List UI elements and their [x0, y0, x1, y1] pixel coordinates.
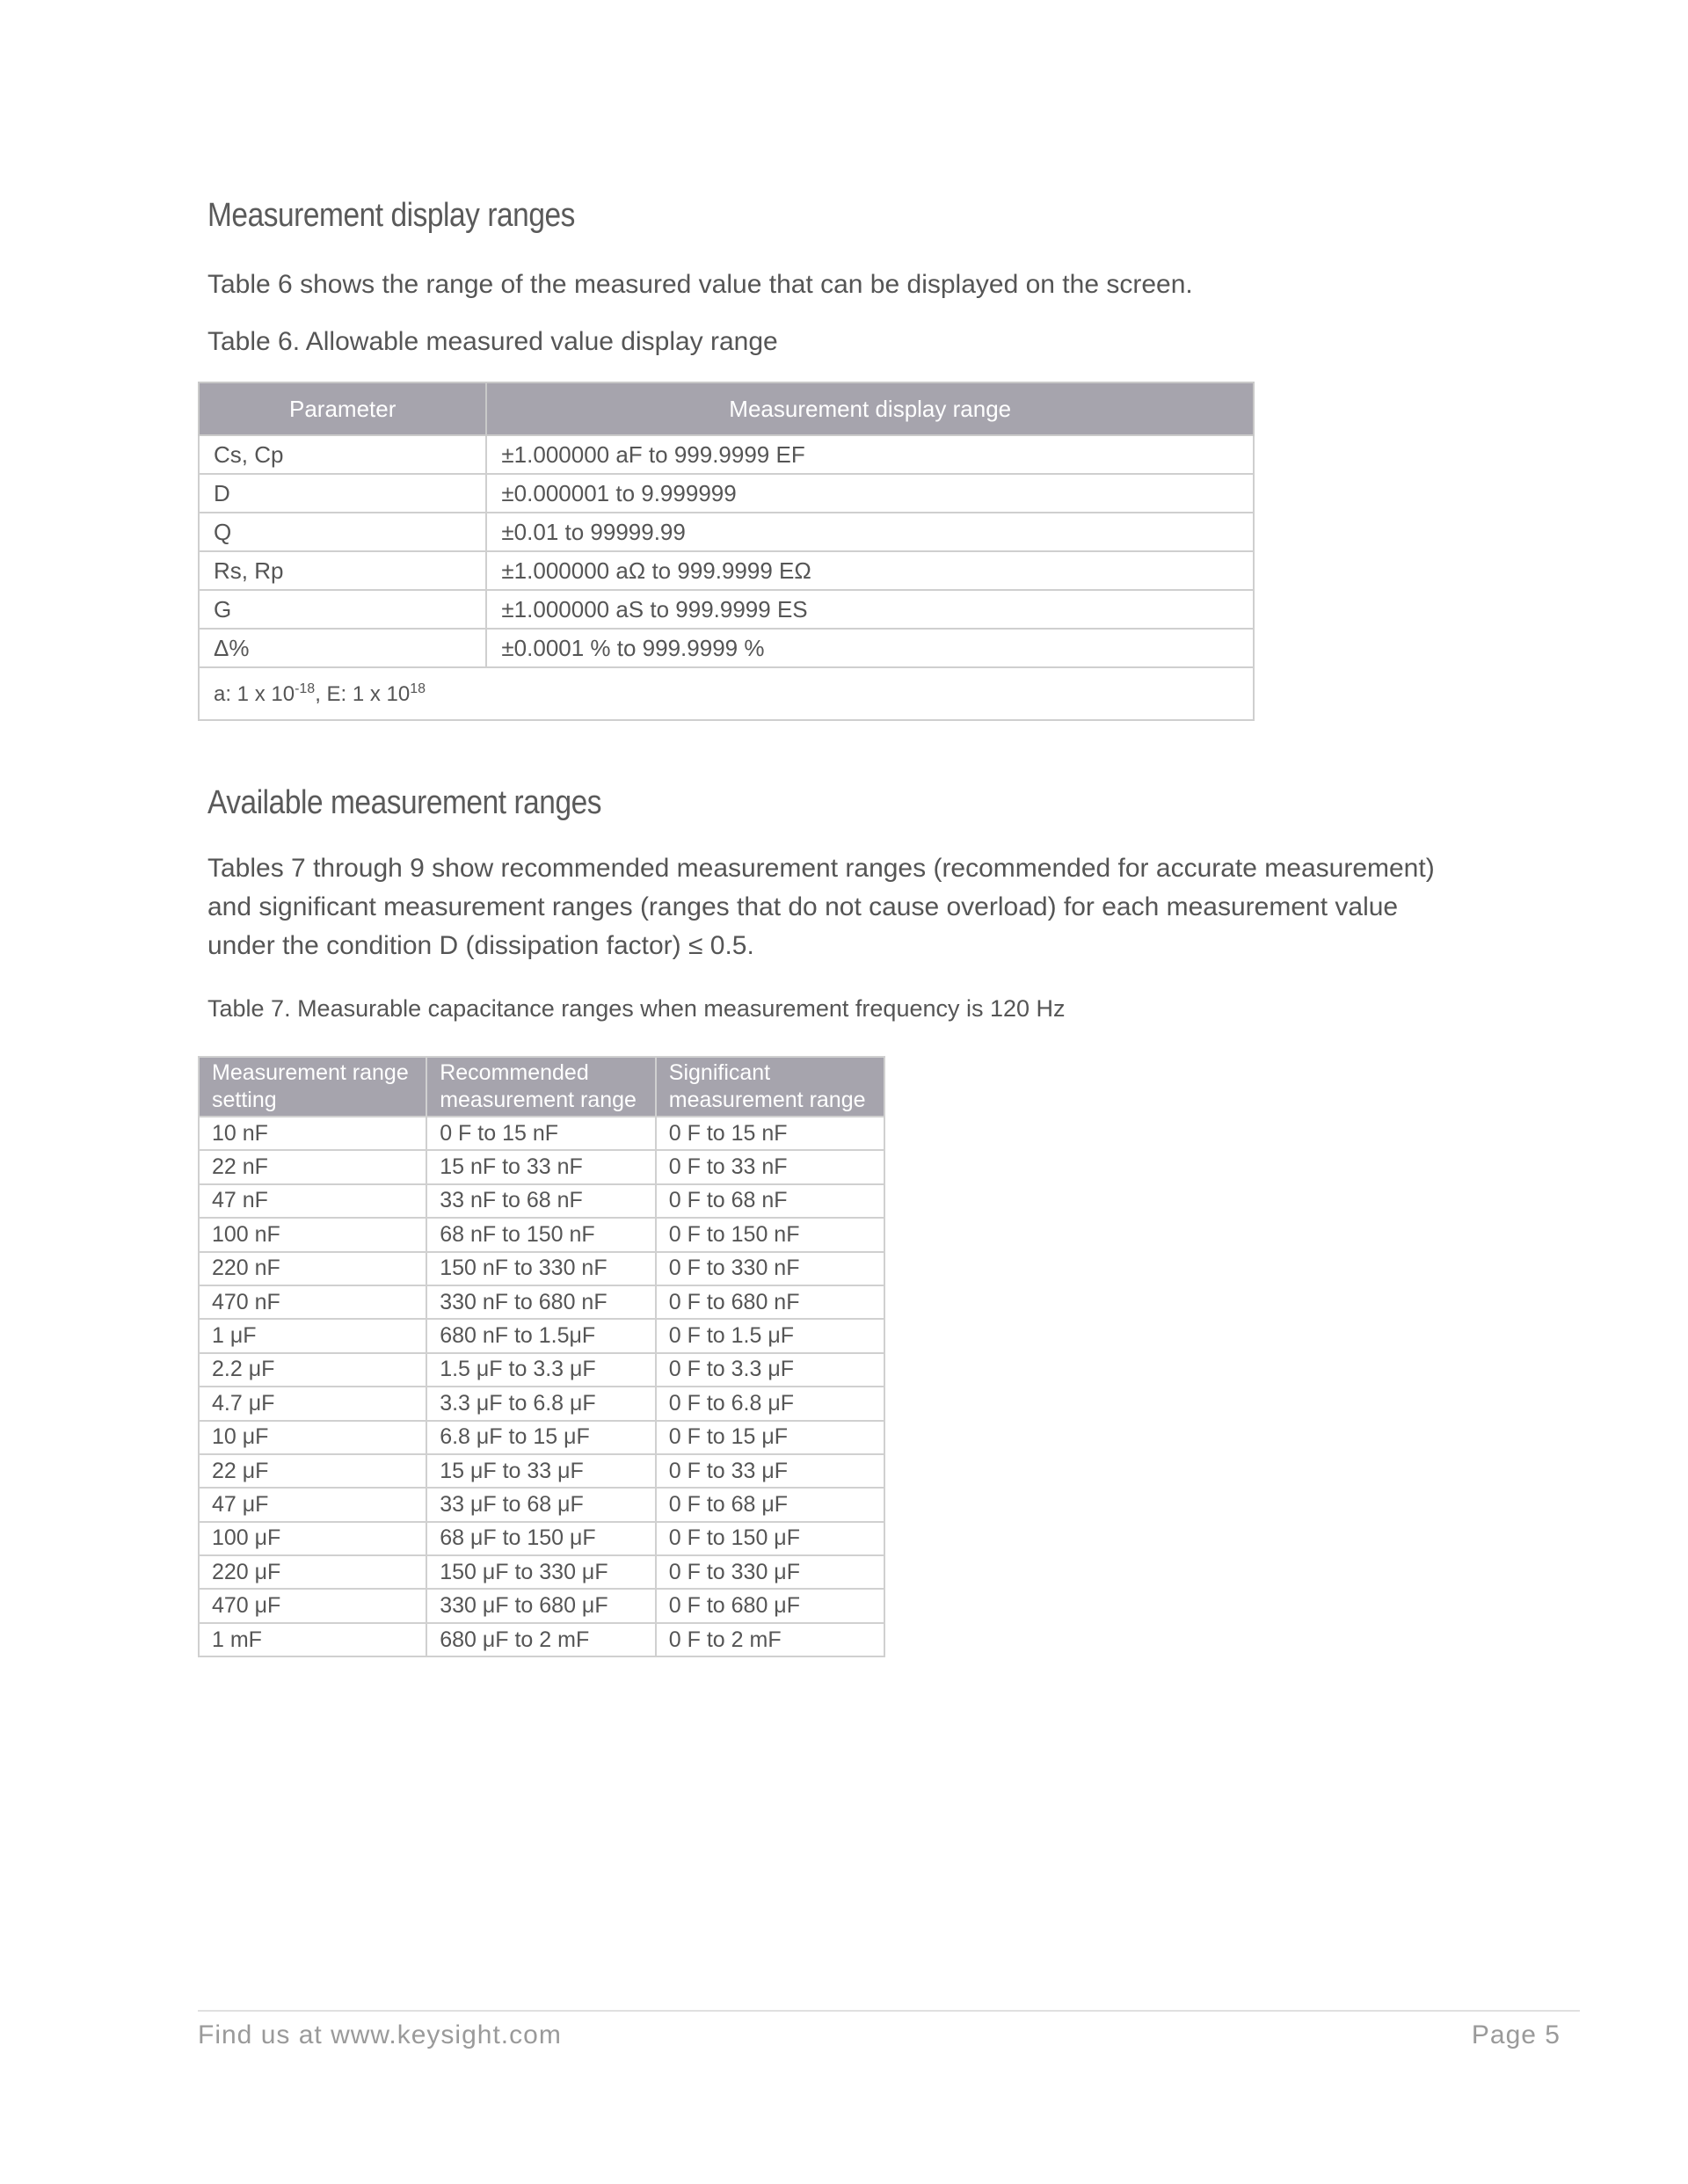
- table-row: [199, 1252, 884, 1285]
- table-row: [199, 1589, 884, 1622]
- table-row: [199, 1522, 884, 1555]
- table-cell: ±0.01 to 99999.99: [486, 513, 1254, 551]
- table-header-cell: [656, 1057, 884, 1117]
- table-cell: Q: [199, 513, 486, 551]
- table-cell: 0 F to 68 μF: [656, 1488, 884, 1521]
- table-header-cell: Measurement display range: [486, 382, 1254, 435]
- table-cell: 0 F to 680 nF: [656, 1285, 884, 1319]
- table-cell: Cs, Cp: [199, 435, 486, 474]
- table-cell: 2.2 μF: [199, 1353, 426, 1387]
- section-intro-available-ranges: Tables 7 through 9 show recommended measurement ranges (recommended for accurate measurement) and significant measurement ranges (ranges that do not cause overload) for each measurement value under the condition D (dissipation factor) ≤ 0.5.: [207, 854, 1435, 960]
- table-cell: 680 μF to 2 mF: [426, 1623, 656, 1656]
- table-cell: 33 nF to 68 nF: [426, 1184, 656, 1218]
- table-cell: 0 F to 3.3 μF: [656, 1353, 884, 1387]
- table-row: [199, 1555, 884, 1589]
- header-line: measurement range: [440, 1088, 637, 1112]
- table-cell: 6.8 μF to 15 μF: [426, 1421, 656, 1454]
- table-cell: 47 μF: [199, 1488, 426, 1521]
- table-cell: 220 μF: [199, 1555, 426, 1589]
- table-cell: 0 F to 6.8 μF: [656, 1387, 884, 1420]
- table-cell: Δ%: [199, 629, 486, 667]
- table7-caption: Table 7. Measurable capacitance ranges when measurement frequency is 120 Hz: [207, 995, 1066, 1022]
- table-cell: 220 nF: [199, 1252, 426, 1285]
- table-row: [199, 1353, 884, 1387]
- table-cell: 0 F to 68 nF: [656, 1184, 884, 1218]
- table-header-cell: Parameter: [199, 382, 486, 435]
- table-header-row: [199, 1057, 884, 1117]
- footer-website-link[interactable]: Find us at www.keysight.com: [198, 2020, 562, 2049]
- table-header-row: [199, 382, 1254, 435]
- table-footnote: [199, 667, 1254, 720]
- table-cell: 1 mF: [199, 1623, 426, 1656]
- table-cell: 15 μF to 33 μF: [426, 1454, 656, 1488]
- section-heading-display-ranges: Measurement display ranges: [207, 197, 575, 234]
- table-cell: ±1.000000 aF to 999.9999 EF: [486, 435, 1254, 474]
- table-cell: 47 nF: [199, 1184, 426, 1218]
- footnote-a-exponent: -18: [295, 681, 316, 696]
- table-cell: 0 F to 330 nF: [656, 1252, 884, 1285]
- table-cell: 0 F to 15 nF: [656, 1117, 884, 1150]
- table-cell: 680 nF to 1.5μF: [426, 1319, 656, 1352]
- table-cell: ±0.000001 to 9.999999: [486, 474, 1254, 513]
- table-cell: 68 μF to 150 μF: [426, 1522, 656, 1555]
- footnote-e-label: , E: 1 x 10: [315, 681, 411, 706]
- table-cell: 1 μF: [199, 1319, 426, 1352]
- table-cell: 68 nF to 150 nF: [426, 1218, 656, 1251]
- table-cell: 0 F to 15 μF: [656, 1421, 884, 1454]
- table-cell: ±1.000000 aΩ to 999.9999 EΩ: [486, 551, 1254, 590]
- table-cell: 470 μF: [199, 1589, 426, 1622]
- table-cell: 10 nF: [199, 1117, 426, 1150]
- table-cell: 150 nF to 330 nF: [426, 1252, 656, 1285]
- table-row: [199, 1184, 884, 1218]
- table-cell: ±0.0001 % to 999.9999 %: [486, 629, 1254, 667]
- table-cell: 0 F to 15 nF: [426, 1117, 656, 1150]
- header-line: measurement range: [668, 1088, 866, 1112]
- table-cell: 0 F to 1.5 μF: [656, 1319, 884, 1352]
- table-note-row: [199, 667, 1254, 720]
- table-6: [198, 382, 1255, 721]
- table-row: [199, 1285, 884, 1319]
- header-line: Significant: [668, 1060, 771, 1085]
- table-row: [199, 513, 1254, 551]
- table-row: [199, 629, 1254, 667]
- table-row: [199, 474, 1254, 513]
- section-heading-available-ranges: Available measurement ranges: [207, 784, 602, 821]
- section-intro-display-ranges: Table 6 shows the range of the measured value that can be displayed on the screen.: [207, 270, 1193, 299]
- table-row: [199, 590, 1254, 629]
- table-cell: Rs, Rp: [199, 551, 486, 590]
- header-line: Measurement range: [212, 1060, 409, 1085]
- table-row: [199, 1623, 884, 1656]
- table-cell: 22 nF: [199, 1150, 426, 1183]
- table-cell: 33 μF to 68 μF: [426, 1488, 656, 1521]
- table-row: [199, 1150, 884, 1183]
- table-cell: 3.3 μF to 6.8 μF: [426, 1387, 656, 1420]
- table-cell: 4.7 μF: [199, 1387, 426, 1420]
- table-row: [199, 1488, 884, 1521]
- table-cell: 100 nF: [199, 1218, 426, 1251]
- table-row: [199, 1421, 884, 1454]
- header-line: Recommended: [440, 1060, 589, 1085]
- table-cell: 0 F to 2 mF: [656, 1623, 884, 1656]
- table6-caption: Table 6. Allowable measured value display range: [207, 327, 778, 356]
- table-row: [199, 435, 1254, 474]
- header-line: setting: [212, 1088, 277, 1112]
- table-cell: 0 F to 33 nF: [656, 1150, 884, 1183]
- table-cell: 0 F to 330 μF: [656, 1555, 884, 1589]
- table-row: [199, 1117, 884, 1150]
- table-cell: 470 nF: [199, 1285, 426, 1319]
- table-cell: 330 nF to 680 nF: [426, 1285, 656, 1319]
- table-cell: 10 μF: [199, 1421, 426, 1454]
- table-row: [199, 1218, 884, 1251]
- table-row: [199, 1387, 884, 1420]
- table-cell: 0 F to 150 μF: [656, 1522, 884, 1555]
- table-row: [199, 1454, 884, 1488]
- table-cell: 15 nF to 33 nF: [426, 1150, 656, 1183]
- table-cell: 0 F to 150 nF: [656, 1218, 884, 1251]
- table-row: [199, 551, 1254, 590]
- footnote-a-label: a: 1 x 10: [214, 681, 295, 706]
- table-header-cell: [426, 1057, 656, 1117]
- table-7: [198, 1056, 885, 1657]
- table-cell: 0 F to 33 μF: [656, 1454, 884, 1488]
- table-cell: 150 μF to 330 μF: [426, 1555, 656, 1589]
- table-cell: 22 μF: [199, 1454, 426, 1488]
- table-cell: ±1.000000 aS to 999.9999 ES: [486, 590, 1254, 629]
- table-cell: 1.5 μF to 3.3 μF: [426, 1353, 656, 1387]
- footer-page-number: Page 5: [1471, 2020, 1561, 2049]
- table-header-cell: [199, 1057, 426, 1117]
- table-cell: G: [199, 590, 486, 629]
- footnote-e-exponent: 18: [410, 681, 426, 696]
- table-cell: 0 F to 680 μF: [656, 1589, 884, 1622]
- table-cell: D: [199, 474, 486, 513]
- table-cell: 330 μF to 680 μF: [426, 1589, 656, 1622]
- table-cell: 100 μF: [199, 1522, 426, 1555]
- table-row: [199, 1319, 884, 1352]
- footer-divider: [198, 2010, 1580, 2012]
